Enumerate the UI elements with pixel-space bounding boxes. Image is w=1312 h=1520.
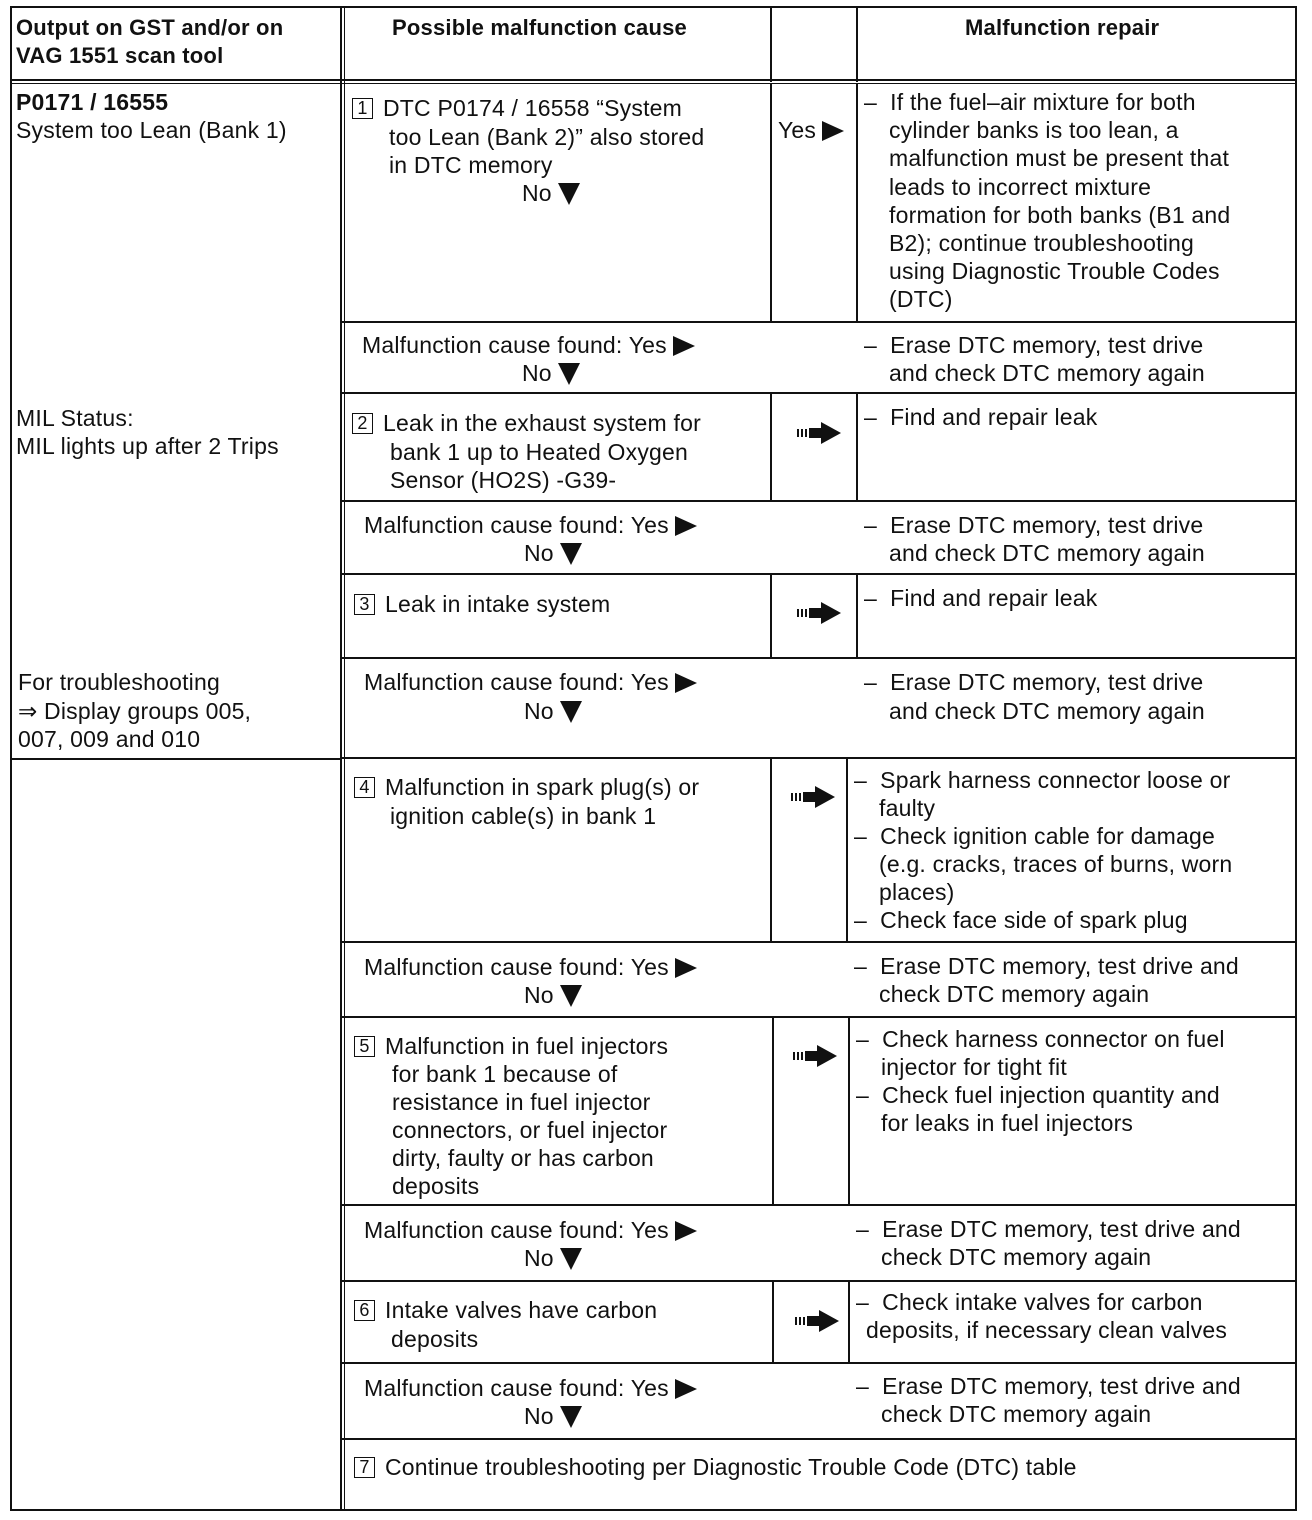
cause-line: DTC P0174 / 16558 “System: [383, 95, 683, 121]
no-label: No: [524, 982, 554, 1008]
step-number-box: 6: [354, 1300, 375, 1321]
no-label: No: [522, 360, 552, 386]
mil-status-title: MIL Status:: [16, 405, 134, 431]
repair-line: faulty: [879, 795, 936, 821]
row-line: [342, 1362, 1297, 1364]
no-label: No: [524, 540, 554, 566]
erase-repair: – Erase DTC memory, test drive and: [856, 1216, 1241, 1242]
row-line: [342, 392, 1297, 394]
no-label: No: [522, 180, 552, 206]
step-number-box: 2: [352, 413, 373, 434]
erase-repair: – Erase DTC memory, test drive and: [854, 953, 1239, 979]
right-triangle-icon: [675, 1379, 697, 1399]
row-line: [342, 1204, 1297, 1206]
right-triangle-icon: [673, 336, 695, 356]
repair-line: places): [879, 879, 955, 905]
repair-line: (DTC): [889, 286, 953, 313]
troubleshooting-line: For troubleshooting: [18, 669, 220, 695]
found-no: [524, 697, 582, 725]
erase-repair: – Erase DTC memory, test drive: [864, 332, 1204, 358]
row-divider: [772, 1017, 774, 1205]
step-4-repair: – Spark harness connector loose or faulty – Check ignition cable for damage (e.g. cracks, traces of burns, worn places) – Check face side of spark plug: [854, 767, 1233, 933]
repair-line: Check fuel injection quantity and: [882, 1082, 1220, 1108]
yes-label: Yes: [778, 117, 817, 143]
row-line: [342, 1016, 1297, 1018]
header-output-column: Output on GST and/or on VAG 1551 scan tool: [16, 15, 284, 68]
no-branch: [522, 179, 580, 207]
row-line: [342, 1438, 1297, 1440]
row-divider: [856, 574, 858, 658]
repair-line: Find and repair leak: [890, 585, 1098, 611]
repair-line: and check DTC memory again: [889, 698, 1205, 724]
cause-line: Continue troubleshooting per Diagnostic Trouble Code (DTC) table: [385, 1454, 1077, 1480]
found-yes: [364, 511, 697, 539]
cause-line: Intake valves have carbon: [385, 1297, 658, 1323]
found-label: Malfunction cause found: Yes: [364, 1217, 669, 1243]
right-triangle-icon: [675, 516, 697, 536]
row-line: [342, 573, 1297, 575]
found-label: Malfunction cause found: Yes: [362, 332, 667, 358]
repair-line: and check DTC memory again: [889, 360, 1205, 386]
repair-line: Erase DTC memory, test drive and: [880, 953, 1239, 979]
step-4-cause: [354, 773, 699, 801]
troubleshooting-line: ⇒ Display groups 005,: [18, 698, 252, 724]
right-triangle-icon: [675, 1221, 697, 1241]
repair-line: formation for both banks (B1 and: [889, 201, 1231, 228]
repair-line: using Diagnostic Trouble Codes: [889, 258, 1220, 285]
repair-line: check DTC memory again: [881, 1401, 1152, 1427]
repair-line: injector for tight fit: [881, 1054, 1067, 1080]
row-line: [342, 657, 1297, 659]
arrow-right-icon: [797, 602, 841, 624]
dtc-description: System too Lean (Bank 1): [16, 117, 287, 143]
repair-line: Spark harness connector loose or: [880, 767, 1231, 793]
step-2-repair: – Find and repair leak: [864, 404, 1098, 430]
down-triangle-icon: [560, 701, 582, 723]
step-2-cause: [352, 409, 701, 437]
found-yes: [362, 331, 695, 359]
repair-line: check DTC memory again: [881, 1244, 1152, 1270]
row-divider: [770, 758, 772, 942]
repair-line: If the fuel–air mixture for both: [890, 89, 1196, 115]
down-triangle-icon: [560, 543, 582, 565]
repair-line: leads to incorrect mixture: [889, 173, 1152, 200]
arrow-right-icon: [795, 1310, 839, 1332]
repair-line: Erase DTC memory, test drive and: [882, 1216, 1241, 1242]
table-border-bottom: [10, 1509, 1297, 1511]
down-triangle-icon: [558, 363, 580, 385]
row-divider: [848, 1017, 850, 1205]
repair-line: malfunction must be present that: [889, 145, 1230, 172]
repair-line: cylinder banks is too lean, a: [889, 117, 1179, 144]
cause-line: Sensor (HO2S) -G39-: [390, 467, 617, 493]
header-divider-2: [10, 83, 1297, 84]
mil-status-text: MIL lights up after 2 Trips: [16, 433, 279, 459]
found-yes: [364, 953, 697, 981]
found-label: Malfunction cause found: Yes: [364, 954, 669, 980]
found-no: [524, 1244, 582, 1272]
found-label: Malfunction cause found: Yes: [364, 512, 669, 538]
dtc-code: P0171 / 16555: [16, 89, 169, 115]
step-6-repair: – Check intake valves for carbon: [856, 1289, 1203, 1315]
repair-line: Erase DTC memory, test drive: [890, 512, 1204, 538]
step-number-box: 3: [354, 594, 375, 615]
step-5-repair: – Check harness connector on fuel injector for tight fit – Check fuel injection quantity and for leaks in fuel injectors: [856, 1026, 1225, 1136]
arrow-right-icon: [793, 1045, 837, 1067]
arrow-right-icon: [797, 422, 841, 444]
erase-repair: – Erase DTC memory, test drive and: [856, 1373, 1241, 1399]
down-triangle-icon: [560, 1248, 582, 1270]
repair-line: Erase DTC memory, test drive: [890, 332, 1204, 358]
arrow-right-icon: [791, 786, 835, 808]
cause-line: dirty, faulty or has carbon: [392, 1145, 654, 1171]
down-triangle-icon: [558, 183, 580, 205]
cause-line: deposits: [391, 1326, 479, 1352]
step-7-cause: [354, 1453, 1077, 1481]
repair-line: Check intake valves for carbon: [882, 1289, 1203, 1315]
cause-line: connectors, or fuel injector: [392, 1117, 668, 1143]
step-5-cause: [354, 1032, 668, 1200]
repair-line: Check face side of spark plug: [880, 907, 1188, 933]
repair-line: and check DTC memory again: [889, 540, 1205, 566]
row-line: [342, 1280, 1297, 1282]
step-number-box: 5: [354, 1036, 375, 1057]
cause-line: deposits: [392, 1173, 480, 1199]
cause-line: for bank 1 because of: [392, 1061, 618, 1087]
repair-line: Erase DTC memory, test drive: [890, 669, 1204, 695]
cause-line: bank 1 up to Heated Oxygen: [390, 439, 689, 465]
row-line: [342, 500, 1297, 502]
found-label: Malfunction cause found: Yes: [364, 669, 669, 695]
erase-repair: – Erase DTC memory, test drive: [864, 669, 1204, 695]
repair-line: deposits, if necessary clean valves: [866, 1317, 1228, 1343]
repair-line: for leaks in fuel injectors: [881, 1110, 1134, 1136]
repair-line: Check ignition cable for damage: [880, 823, 1215, 849]
row-divider: [856, 84, 858, 322]
header-col-divider: [856, 6, 858, 82]
row-divider: [772, 1281, 774, 1363]
header-divider: [10, 79, 1297, 81]
found-yes: [364, 668, 697, 696]
cause-line: Leak in intake system: [385, 591, 611, 617]
found-label: Malfunction cause found: Yes: [364, 1375, 669, 1401]
no-label: No: [524, 1245, 554, 1271]
down-triangle-icon: [560, 985, 582, 1007]
row-divider: [856, 393, 858, 501]
right-triangle-icon: [675, 673, 697, 693]
repair-line: (e.g. cracks, traces of burns, worn: [879, 851, 1233, 877]
found-no: [524, 539, 582, 567]
repair-line: B2); continue troubleshooting: [889, 230, 1195, 257]
no-label: No: [524, 1403, 554, 1429]
yes-branch: [778, 116, 844, 144]
row-line: [342, 321, 1297, 323]
cause-line: Leak in the exhaust system for: [383, 410, 701, 436]
row-divider: [846, 758, 848, 942]
step-number-box: 4: [354, 777, 375, 798]
step-number-box: 1: [352, 98, 373, 119]
step-3-cause: [354, 590, 610, 618]
cause-line: ignition cable(s) in bank 1: [390, 803, 657, 829]
step-1-repair: – If the fuel–air mixture for both cylinder banks is too lean, a malfunction must be present that leads to incorrect mixture formation for both banks (B1 and B2); continue troubleshooting using Diagnostic Trouble Codes (DTC): [864, 89, 1231, 313]
header-cause-column: Possible malfunction cause: [392, 15, 687, 40]
repair-line: Check harness connector on fuel: [882, 1026, 1225, 1052]
row-line: [342, 757, 1297, 759]
step-number-box: 7: [354, 1457, 375, 1478]
found-yes: [364, 1216, 697, 1244]
right-triangle-icon: [822, 121, 844, 141]
erase-repair: – Erase DTC memory, test drive: [864, 512, 1204, 538]
table-border-top: [10, 6, 1297, 8]
down-triangle-icon: [560, 1406, 582, 1428]
found-no: [522, 359, 580, 387]
repair-line: Erase DTC memory, test drive and: [882, 1373, 1241, 1399]
cause-line: Malfunction in spark plug(s) or: [385, 774, 700, 800]
step-1-cause: [352, 94, 682, 122]
row-divider: [770, 84, 772, 322]
no-label: No: [524, 698, 554, 724]
row-divider: [770, 574, 772, 658]
cause-line: Malfunction in fuel injectors: [385, 1033, 669, 1059]
row-line: [342, 941, 1297, 943]
step-6-cause: [354, 1296, 657, 1324]
header-col-divider: [770, 6, 772, 82]
cause-line: resistance in fuel injector: [392, 1089, 651, 1115]
troubleshooting-line: 007, 009 and 010: [18, 726, 201, 752]
found-no: [524, 981, 582, 1009]
right-triangle-icon: [675, 958, 697, 978]
step-3-repair: – Find and repair leak: [864, 585, 1098, 611]
left-section-divider: [10, 758, 342, 760]
row-divider: [770, 393, 772, 501]
found-no: [524, 1402, 582, 1430]
header-repair-column: Malfunction repair: [965, 15, 1160, 40]
row-divider: [848, 1281, 850, 1363]
repair-line: Find and repair leak: [890, 404, 1098, 430]
repair-line: check DTC memory again: [879, 981, 1150, 1007]
cause-line: in DTC memory: [389, 152, 553, 178]
found-yes: [364, 1374, 697, 1402]
cause-line: too Lean (Bank 2)” also stored: [389, 124, 705, 150]
